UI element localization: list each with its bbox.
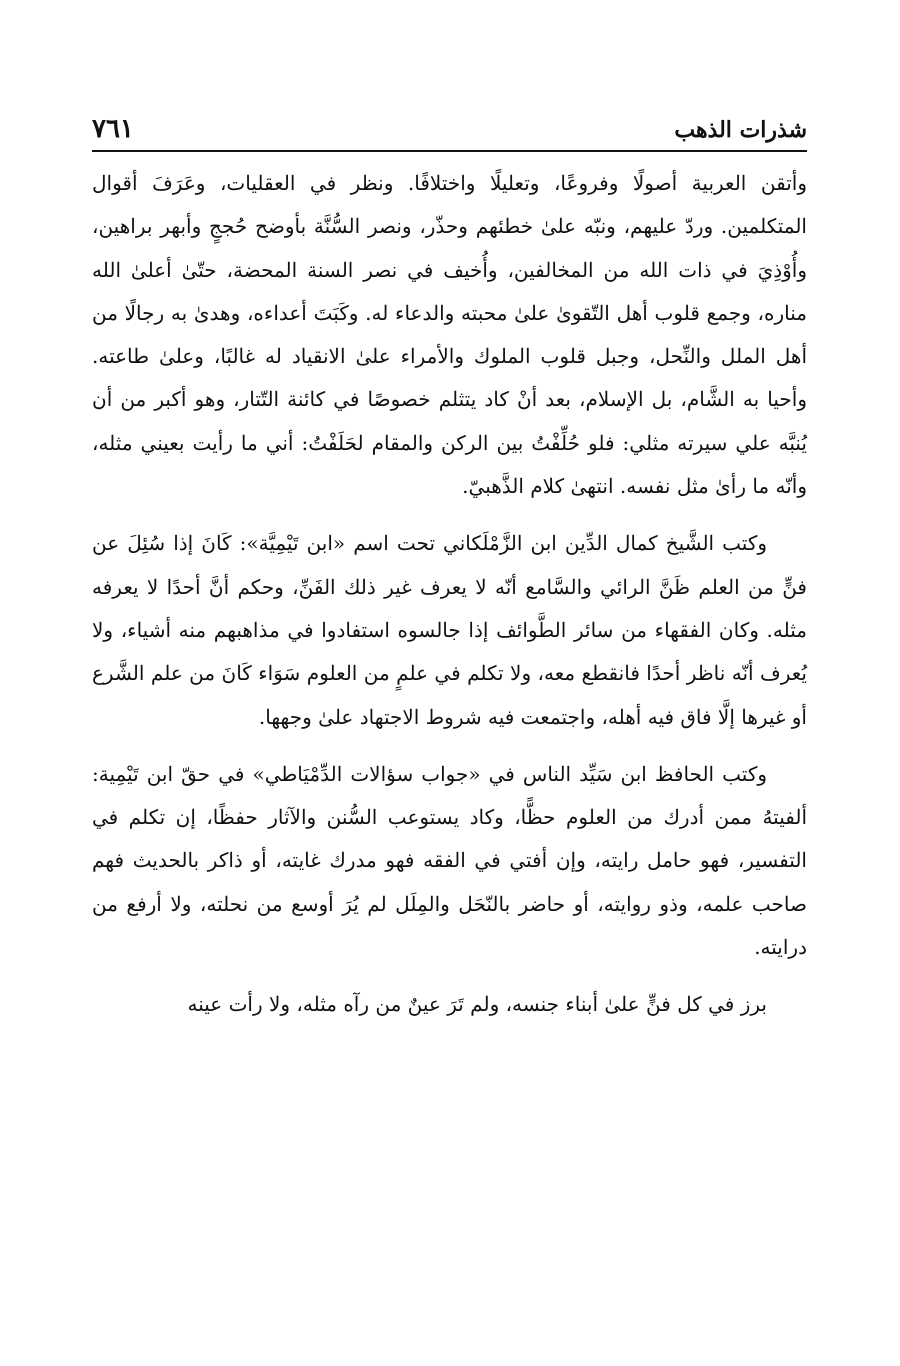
running-title: شذرات الذهب bbox=[674, 117, 807, 143]
page-header bbox=[92, 112, 807, 152]
page-number: ٧٦١ bbox=[92, 114, 134, 144]
paragraph: برز في كل فنٍّ علىٰ أبناء جنسه، ولم تَرَ عينٌ من رآه مثله، ولا رأت عينه bbox=[187, 992, 767, 1017]
paragraph: وكتب الشَّيخ كمال الدِّين ابن الزَّمْلَكاني تحت اسم «ابن تَيْمِيَّة»: كَانَ إذا سُئِلَ عن فنٍّ من العلم ظَنَّ الرائي والسَّامع أنّه لا يعرف غير ذلك الفَنِّ، وحكم أنَّ أحدًا لا يعرفه مثله. وكان الفقهاء من سائر الطَّوائف إذا جالسوه استفادوا في مذاهبهم منه أشياء، ولا يُعرف أنّه ناظر أحدًا فانقطع معه، ولا تكلم في علمٍ من العلوم سَوَاء كَانَ من علم الشَّرع أو غيرها إلَّا فاق فيه أهله، واجتمعت فيه شروط الاجتهاد علىٰ وجهها. bbox=[92, 531, 807, 729]
paragraph: وأتقن العربية أصولًا وفروعًا، وتعليلًا واختلافًا. ونظر في العقليات، وعَرَفَ أقوال المتكلمين. وردّ عليهم، ونبّه علىٰ خطئهم وحذّر، ونصر السُّنَّة بأوضح حُججٍ وأبهر براهين، وأُوْذِيَ في ذات الله من المخالفين، وأُخيف في نصر السنة المحضة، حتّىٰ أعلىٰ الله مناره، وجمع قلوب أهل التّقوىٰ علىٰ محبته والدعاء له. وكَبَتَ أعداءه، وهدىٰ به رجالًا من أهل الملل والنِّحل، وجبل قلوب الملوك والأمراء علىٰ الانقياد له غالبًا، وعلىٰ طاعته. وأحيا به الشَّام، بل الإسلام، بعد أنْ كاد يتثلم خصوصًا في كائنة التّتار، وهو أكبر من أن يُنبَّه علي سيرته مثلي: فلو حُلِّفْتُ بين الركن والمقام لحَلَفْتُ: أني ما رأيت بعيني مثله، وأنّه ما رأىٰ مثل نفسه. انتهىٰ كلام الذَّهبيّ. bbox=[92, 171, 807, 499]
paragraph: وكتب الحافظ ابن سَيِّد الناس في «جواب سؤالات الدِّمْيَاطي» في حقّ ابن تَيْمِية: ألفيتهُ ممن أدرك من العلوم حظًّا، وكاد يستوعب السُّنن والآثار حفظًا، إن تكلم في التفسير، فهو حامل رايته، وإن أفتي في الفقه فهو مدرك غايته، أو ذاكر بالحديث فهم صاحب علمه، وذو روايته، أو حاضر بالنّحَل والمِلَل لم يُرَ أوسع من نحلته، ولا أرفع من درايته. bbox=[92, 761, 808, 960]
body-text bbox=[92, 162, 807, 1027]
